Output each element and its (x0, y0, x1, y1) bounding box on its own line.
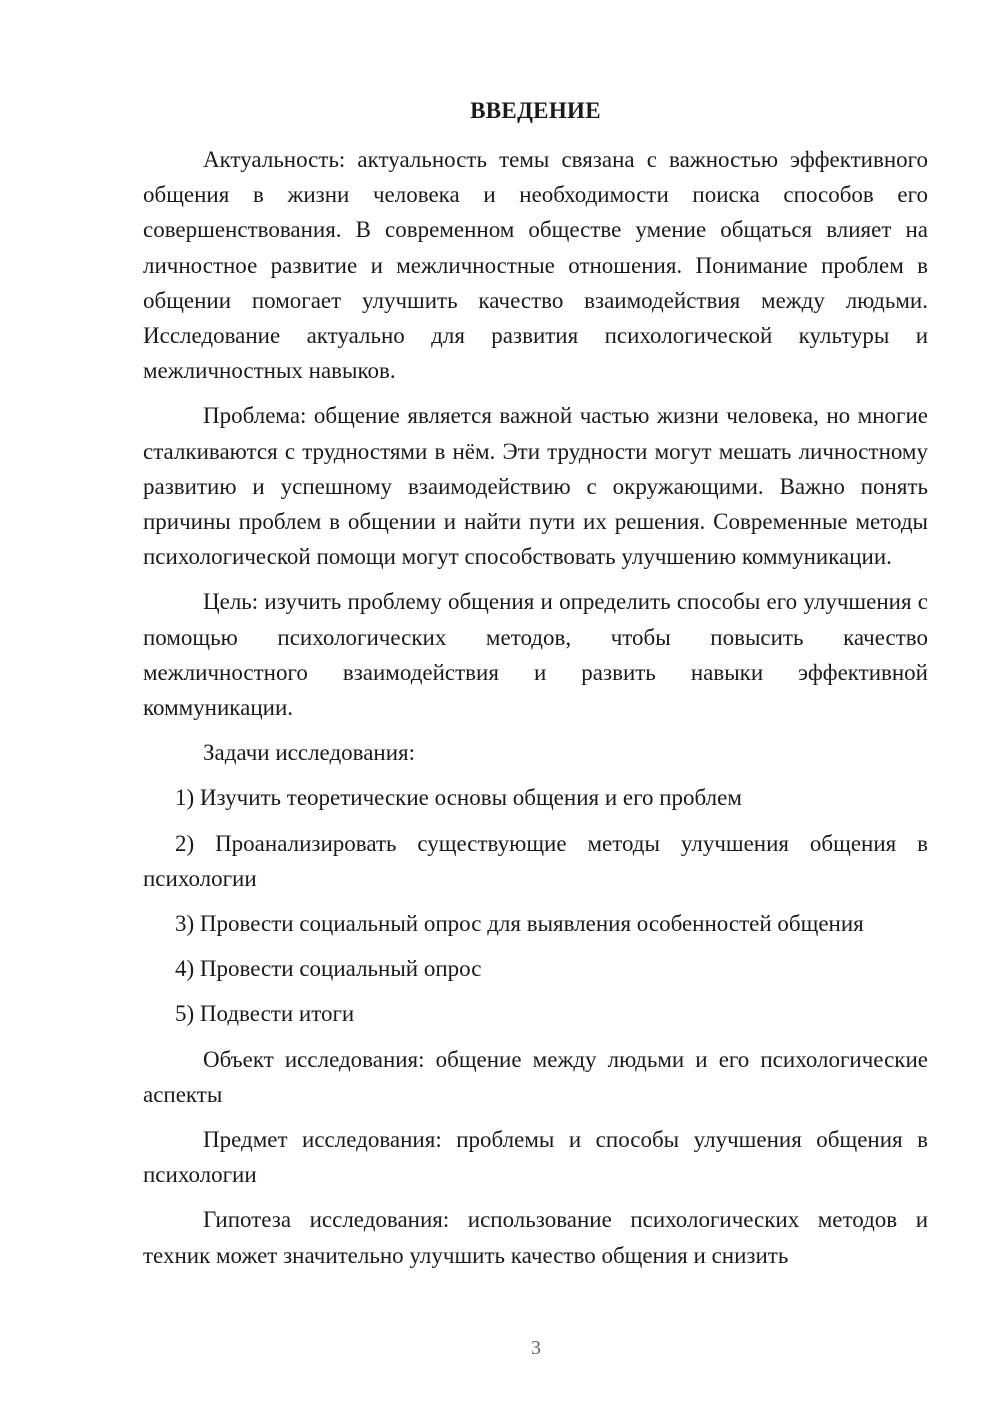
subject-paragraph: Предмет исследования: проблемы и способы улучшения общения в психологии (143, 1127, 928, 1188)
task-item: 1) Изучить теоретические основы общения и его проблем (175, 785, 742, 811)
hypothesis-paragraph: Гипотеза исследования: использование психологических методов и техник может значительно улучшить качество общения и снизить (143, 1207, 928, 1268)
document-body (143, 142, 928, 1283)
task-item: 5) Подвести итоги (175, 1001, 355, 1027)
relevance-paragraph: Актуальность: актуальность темы связана с важностью эффективного общения в жизни человека и необходимости поиска способов его совершенствования. В современном обществе умение общаться влияет на личностное развитие и межличностные отношения. Понимание проблем в общении помогает улучшить качество взаимодействия между людьми. Исследование актуально для развития психологической культуры и межличностных навыков. (143, 147, 928, 384)
goal-paragraph: Цель: изучить проблему общения и определить способы его улучшения с помощью психологических методов, чтобы повысить качество межличностного взаимодействия и развить навыки эффективной коммуникации. (143, 589, 928, 721)
task-item: 3) Провести социальный опрос для выявления особенностей общения (175, 911, 864, 937)
tasks-heading: Задачи исследования: (203, 740, 416, 766)
problem-paragraph: Проблема: общение является важной частью жизни человека, но многие сталкиваются с трудностями в нём. Эти трудности могут мешать личностному развитию и успешному взаимодействию с окружающими. Важно понять причины проблем в общении и найти пути их решения. Современные методы психологической помощи могут способствовать улучшению коммуникации. (143, 403, 928, 570)
task-item: 4) Провести социальный опрос (175, 956, 482, 982)
task-item: 2) Проанализировать существующие методы улучшения общения в психологии (143, 830, 928, 891)
object-paragraph: Объект исследования: общение между людьми и его психологические аспекты (143, 1046, 928, 1107)
page-number: 3 (531, 1337, 541, 1359)
section-heading: ВВЕДЕНИЕ (470, 98, 601, 123)
